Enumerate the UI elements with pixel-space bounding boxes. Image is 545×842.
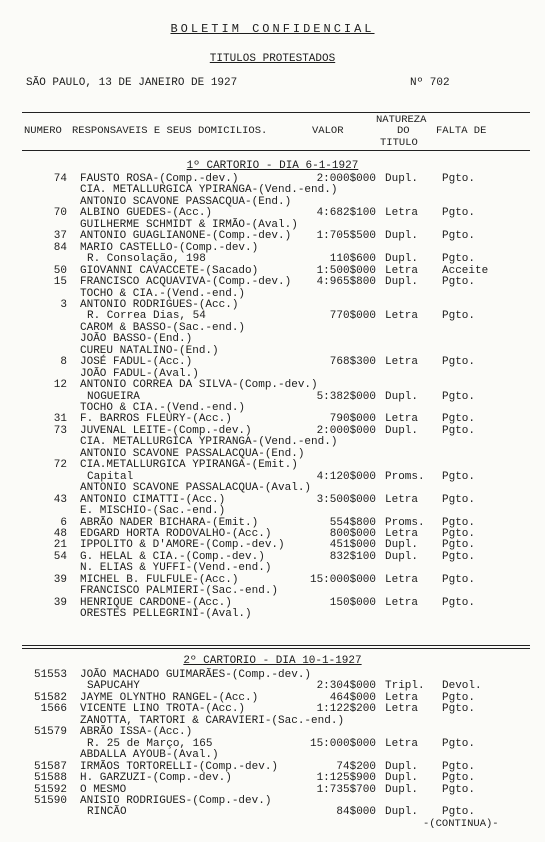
table-row [0,495,545,506]
table-row [0,739,545,750]
table-row [0,289,545,300]
row-natureza: Letra [385,207,419,220]
row-natureza: Tripl. [385,680,425,693]
row-valor: 451$000 [329,539,376,552]
table-row [0,598,545,609]
row-name: FRANCISCO ACQUAVIVA-(Comp.-dev.) [80,276,292,289]
table-row [0,575,545,586]
table-row [0,807,545,818]
row-name: ABDALLA AYOUB-(Aval.) [80,749,219,762]
table-row [0,414,545,425]
row-falta: Pgto. [442,310,476,323]
row-name: JOSÉ FADUL-(Acc.) [80,356,193,369]
row-valor: 800$000 [329,527,376,540]
row-name: JOÃO FADUL-(Aval.) [80,367,199,380]
row-name: Capital [87,470,134,483]
row-name: ANTONIO GUAGLIANONE-(Comp.-dev.) [80,230,292,243]
section1-title: 1º CARTORIO - DIA 6-1-1927 [186,160,359,172]
row-natureza: Dupl. [385,390,419,403]
row-natureza: Dupl. [385,276,419,289]
row-name: JUVENAL LEITE-(Comp.-dev.) [80,424,252,437]
row-name: CIA. METALLURGICA YPIRANGA-(Vend.-end.) [80,184,338,197]
row-number: 31 [53,413,67,426]
row-name: HENRIQUE CARDONE-(Acc.) [80,596,232,609]
row-valor: 74$200 [336,760,376,773]
section-divider-top [22,645,530,646]
table-row [0,552,545,563]
table-row [0,609,545,620]
table-row [0,540,545,551]
row-natureza: Dupl. [385,230,419,243]
table-row [0,460,545,471]
row-name: FRANCISCO PALMIERI-(Sac.-end.) [80,585,279,598]
bulletin-number: Nº 702 [410,77,450,89]
row-number: 43 [53,493,67,506]
row-falta: Pgto. [442,703,476,716]
table-row [0,357,545,368]
row-number: 48 [53,527,67,540]
row-number: 51588 [33,772,67,785]
col-header-valor: VALOR [312,125,344,137]
row-valor: 3:500$000 [316,493,376,506]
table-row [0,243,545,254]
table-row [0,277,545,288]
row-name: ANTONIO SCAVONE PASSACQUA-(End.) [80,195,292,208]
row-valor: 1:735$700 [316,783,376,796]
row-name: ANTONIO CIMATTI-(Acc.) [80,493,226,506]
section2-title: 2º CARTORIO - DIA 10-1-1927 [183,655,362,667]
row-name: ANTONIO RODRIGUES-(Acc.) [80,298,239,311]
section-divider-bottom [22,648,530,649]
table-row [0,197,545,208]
table-row [0,681,545,692]
row-valor: 4:965$800 [316,276,376,289]
table-row [0,762,545,773]
row-valor: 15:000$000 [309,573,376,586]
row-natureza: Letra [385,737,419,750]
row-name: R. Consolação, 198 [87,253,206,266]
col-header-responsaveis: RESPONSAVEIS E SEUS DOMICILIOS. [72,125,268,137]
table-row [0,392,545,403]
row-number: 50 [53,264,67,277]
row-natureza: Dupl. [385,806,419,819]
row-name: JOÃO BASSO-(End.) [80,333,193,346]
table-row [0,785,545,796]
row-falta: Pgto. [442,424,476,437]
table-row [0,506,545,517]
table-row [0,220,545,231]
row-name: CIA. METALLURGICA YPIRANGA-(Vend.-end.) [80,436,338,449]
row-number: 15 [53,276,67,289]
col-header-natureza-1: NATUREZA [376,114,427,126]
row-name: CIA.METALLURGICA YPIRANGA-(Emit.) [80,459,298,472]
row-falta: Pgto. [442,806,476,819]
row-number: 51579 [33,726,67,739]
row-valor: 110$600 [329,253,376,266]
row-name: IRMÃOS TORTORELLI-(Comp.-dev.) [80,760,279,773]
row-natureza: Dupl. [385,772,419,785]
col-header-natureza-2: DO [397,125,410,137]
row-name: ANTONIO SCAVONE PASSALACQUA-(Aval.) [80,482,312,495]
row-number: 1566 [40,703,67,716]
row-number: 51587 [33,760,67,773]
table-row [0,254,545,265]
table-row [0,796,545,807]
row-natureza: Letra [385,573,419,586]
row-valor: 4:120$000 [316,470,376,483]
row-name: TOCHO & CIA.-(Vend.-end.) [80,287,246,300]
table-row [0,670,545,681]
row-name: ZANOTTA, TARTORI & CARAVIERI-(Sac.-end.) [80,714,345,727]
row-natureza: Dupl. [385,539,419,552]
row-number: 12 [53,379,67,392]
row-valor: 464$000 [329,691,376,704]
row-natureza: Letra [385,691,419,704]
row-number: 37 [53,230,67,243]
row-number: 8 [60,356,67,369]
table-row [0,518,545,529]
row-name: RINCÃO [87,806,127,819]
row-name: G. HELAL & CIA.-(Comp.-dev.) [80,550,265,563]
row-number: 51592 [33,783,67,796]
row-natureza: Letra [385,493,419,506]
row-valor: 2:304$000 [316,680,376,693]
table-row [0,704,545,715]
row-valor: 1:705$500 [316,230,376,243]
row-natureza: Letra [385,310,419,323]
row-falta: Pgto. [442,230,476,243]
continua-note: -(CONTINUA)- [423,818,499,830]
table-row [0,174,545,185]
table-row [0,693,545,704]
row-number: 73 [53,424,67,437]
row-natureza: Dupl. [385,173,419,185]
row-natureza: Letra [385,264,419,277]
row-number: 21 [53,539,67,552]
header-rule-bottom [22,150,530,151]
row-falta: Acceite [442,264,489,277]
row-name: R. Correa Dias, 54 [87,310,206,323]
row-falta: Pgto. [442,516,476,529]
col-header-natureza-3: TITULO [380,137,418,149]
table-row [0,773,545,784]
row-number: 74 [53,173,67,185]
row-natureza: Letra [385,596,419,609]
row-name: ANISIO RODRIGUES-(Comp.-dev.) [80,794,272,807]
row-name: ANTONIO CORREA DA SILVA-(Comp.-dev.) [80,379,318,392]
row-natureza: Proms. [385,470,425,483]
row-falta: Pgto. [442,539,476,552]
row-natureza: Dupl. [385,760,419,773]
row-name: O MESMO [80,783,127,796]
table-row [0,334,545,345]
row-valor: 84$000 [336,806,376,819]
row-natureza: Dupl. [385,783,419,796]
row-natureza: Letra [385,527,419,540]
row-valor: 554$800 [329,516,376,529]
row-falta: Pgto. [442,493,476,506]
row-number: 39 [53,596,67,609]
row-name: GIOVANNI CAVACCETE-(Sacado) [80,264,259,277]
row-name: GUILHERME SCHMIDT & IRMÃO-(Aval.) [80,218,298,231]
row-name: JAYME OLYNTHO RANGEL-(Acc.) [80,691,259,704]
row-name: E. MISCHIO-(Sac.-end.) [80,505,226,518]
row-number: 54 [53,550,67,563]
row-natureza: Proms. [385,516,425,529]
row-falta: Pgto. [442,573,476,586]
table-row [0,266,545,277]
row-falta: Pgto. [442,253,476,266]
row-natureza: Dupl. [385,550,419,563]
row-name: ABRÃO NADER BICHARA-(Emit.) [80,516,259,529]
row-number: 70 [53,207,67,220]
row-name: ANTONIO SCAVONE PASSALACQUA-(End.) [80,447,305,460]
row-falta: Pgto. [442,207,476,220]
table-row [0,380,545,391]
row-name: CAROM & BASSO-(Sac.-end.) [80,321,246,334]
row-natureza: Letra [385,413,419,426]
row-name: MARIO CASTELLO-(Comp.-dev.) [80,241,259,254]
row-valor: 790$000 [329,413,376,426]
row-falta: Pgto. [442,760,476,773]
row-name: R. 25 de Março, 165 [87,737,213,750]
row-valor: 1:122$200 [316,703,376,716]
table-row [0,727,545,738]
table-row [0,483,545,494]
table-row [0,208,545,219]
table-row [0,563,545,574]
city-date: SÃO PAULO, 13 DE JANEIRO DE 1927 [26,77,238,89]
row-falta: Pgto. [442,596,476,609]
row-natureza: Dupl. [385,424,419,437]
table-row [0,529,545,540]
row-name: ABRÃO ISSA-(Acc.) [80,726,193,739]
col-header-numero: NUMERO [24,125,62,137]
row-valor: 1:500$000 [316,264,376,277]
row-valor: 4:682$100 [316,207,376,220]
row-falta: Pgto. [442,276,476,289]
row-natureza: Dupl. [385,253,419,266]
row-falta: Pgto. [442,783,476,796]
row-falta: Pgto. [442,356,476,369]
col-header-falta: FALTA DE [436,125,487,137]
row-falta: Pgto. [442,390,476,403]
row-number: 84 [53,241,67,254]
row-name: VICENTE LINO TROTA-(Acc.) [80,703,246,716]
row-valor: 5:382$000 [316,390,376,403]
row-valor: 768$300 [329,356,376,369]
row-name: TOCHO & CIA.-(Vend.-end.) [80,402,246,414]
row-name: CUREU NATALINO-(End.) [80,344,219,357]
table-row [0,185,545,196]
row-falta: Pgto. [442,772,476,785]
table-row [0,403,545,414]
table-row [0,426,545,437]
row-number: 39 [53,573,67,586]
row-valor: 770$000 [329,310,376,323]
row-falta: Pgto. [442,527,476,540]
row-falta: Pgto. [442,413,476,426]
row-name: FAUSTO ROSA-(Comp.-dev.) [80,173,239,185]
table-row [0,750,545,761]
row-falta: Pgto. [442,470,476,483]
row-name: NOGUEIRA [87,390,140,403]
table-row [0,311,545,322]
row-name: IPPOLITO & D'AMORE-(Comp.-dev.) [80,539,285,552]
row-valor: 1:125$900 [316,772,376,785]
table-row [0,231,545,242]
row-valor: 2:000$000 [316,424,376,437]
row-name: N. ELIAS & YUFFI-(Vend.-end.) [80,562,272,575]
table-row [0,369,545,380]
row-number: 6 [60,516,67,529]
row-name: JOÃO MACHADO GUIMARÃES-(Comp.-dev.) [80,669,312,681]
row-name: SAPUCAHY [87,680,140,693]
row-name: ORESTES PELLEGRINI-(Aval.) [80,608,252,621]
row-valor: 2:000$000 [316,173,376,185]
header-rule-top [22,112,530,113]
document-title: BOLETIM CONFIDENCIAL [170,22,375,36]
row-falta: Pgto. [442,737,476,750]
row-number: 51582 [33,691,67,704]
row-falta: Pgto. [442,550,476,563]
row-name: H. GARZUZI-(Comp.-dev.) [80,772,232,785]
row-name: EDGARD HORTA RODOVALHO-(Acc.) [80,527,272,540]
row-valor: 15:000$000 [309,737,376,750]
table-row [0,472,545,483]
row-name: F. BARROS FLEURY-(Acc.) [80,413,232,426]
row-falta: Pgto. [442,691,476,704]
table-row [0,586,545,597]
row-natureza: Letra [385,703,419,716]
row-natureza: Letra [385,356,419,369]
row-number: 3 [60,298,67,311]
row-name: ALBINO GUEDES-(Acc.) [80,207,213,220]
row-valor: 150$000 [329,596,376,609]
table-row [0,449,545,460]
row-number: 72 [53,459,67,472]
table-row [0,437,545,448]
row-name: MICHEL B. FULFULE-(Acc.) [80,573,239,586]
row-falta: Pgto. [442,173,476,185]
table-row [0,300,545,311]
row-number: 51553 [33,669,67,681]
row-valor: 832$100 [329,550,376,563]
row-falta: Devol. [442,680,482,693]
document-subtitle: TITULOS PROTESTADOS [209,53,336,65]
row-number: 51590 [33,794,67,807]
